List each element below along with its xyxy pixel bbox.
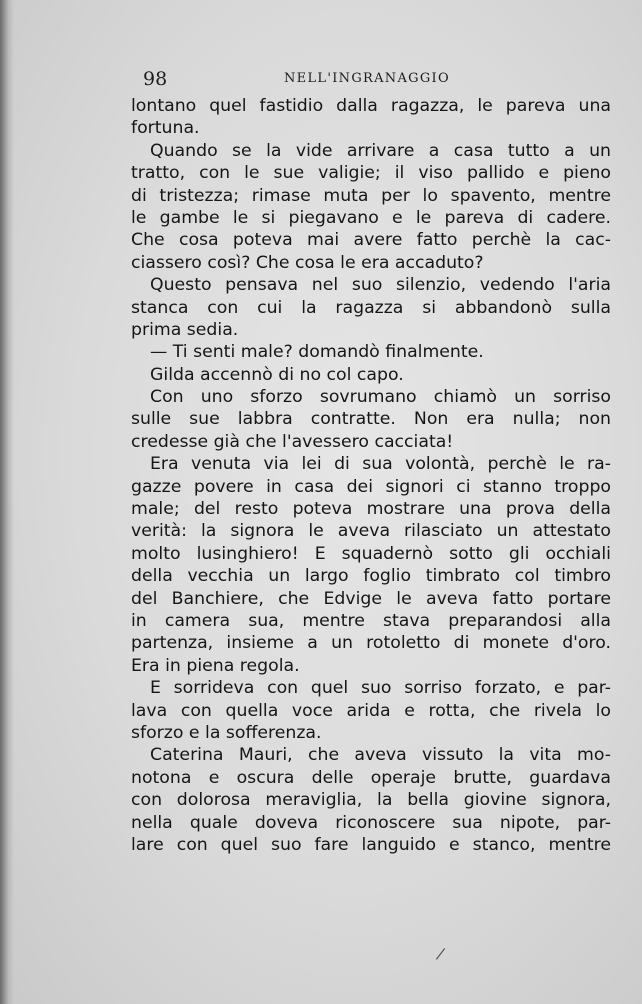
text-line: con dolorosa meraviglia, la bella giovine signora, <box>131 790 611 811</box>
text-line: stanca con cui la ragazza si abbandonò sulla <box>131 297 611 318</box>
text-line: della vecchia un largo foglio timbrato col timbro <box>131 566 611 587</box>
text-line: lontano quel fastidio dalla ragazza, le pareva una <box>131 96 611 116</box>
text-line: male; del resto poteva mostrare una prova della <box>131 499 611 520</box>
text-line: credesse già che l'avessero cacciata! <box>131 431 454 452</box>
text-line: Quando se la vide arrivare a casa tutto a un <box>150 140 611 161</box>
text-line: di tristezza; rimase muta per lo spavento, mentre <box>131 185 611 206</box>
stray-mark: / <box>434 943 447 964</box>
text-line: sulle sue labbra contratte. Non era nulla; non <box>131 409 611 430</box>
text-line: lare con quel suo fare languido e stanco, mentre <box>131 834 611 855</box>
text-line: ciassero così? Che cosa le era accaduto? <box>131 252 484 273</box>
text-line: Era venuta via lei di sua volontà, perchè le ra- <box>150 454 611 475</box>
text-line: Caterina Mauri, che aveva vissuto la vita mo- <box>150 745 611 766</box>
text-line: molto lusinghiero! E squadernò sotto gli occhiali <box>131 543 611 564</box>
text-line: fortuna. <box>131 118 200 139</box>
page-binding-edge <box>0 0 14 1004</box>
text-line: Questo pensava nel suo silenzio, vedendo l'aria <box>150 275 611 296</box>
text-line: gazze povere in casa dei signori ci stanno troppo <box>131 476 611 497</box>
text-line: notona e oscura delle operaje brutte, guardava <box>131 767 611 788</box>
page-header <box>143 64 603 92</box>
text-line: prima sedia. <box>131 319 239 340</box>
page-number: 98 <box>143 68 168 90</box>
text-line: Con uno sforzo sovrumano chiamò un sorriso <box>150 387 611 408</box>
text-line: in camera sua, mentre stava preparandosi alla <box>131 610 611 631</box>
text-line: — Ti senti male? domandò finalmente. <box>150 342 484 363</box>
text-line: partenza, insieme a un rotoletto di monete d'oro. <box>131 633 611 654</box>
text-line: lava con quella voce arida e rotta, che rivela lo <box>131 700 611 721</box>
text-line: E sorrideva con quel suo sorriso forzato, e par- <box>150 678 611 699</box>
text-line: nella quale doveva riconoscere sua nipote, par- <box>131 812 611 833</box>
text-line: sforzo e la sofferenza. <box>131 722 322 743</box>
text-line: Gilda accennò di no col capo. <box>150 364 404 385</box>
text-line: Che cosa poteva mai avere fatto perchè la cac- <box>131 230 611 251</box>
text-line: le gambe le si piegavano e le pareva di cadere. <box>131 207 611 228</box>
text-line: tratto, con le sue valigie; il viso pallido e pieno <box>131 163 611 184</box>
running-title: NELL'INGRANAGGIO <box>284 71 450 86</box>
text-line: Era in piena regola. <box>131 655 300 676</box>
body-text <box>131 95 611 856</box>
text-line: del Banchiere, che Edvige le aveva fatto portare <box>131 588 611 609</box>
text-line: verità: la signora le aveva rilasciato un attestato <box>131 521 611 542</box>
